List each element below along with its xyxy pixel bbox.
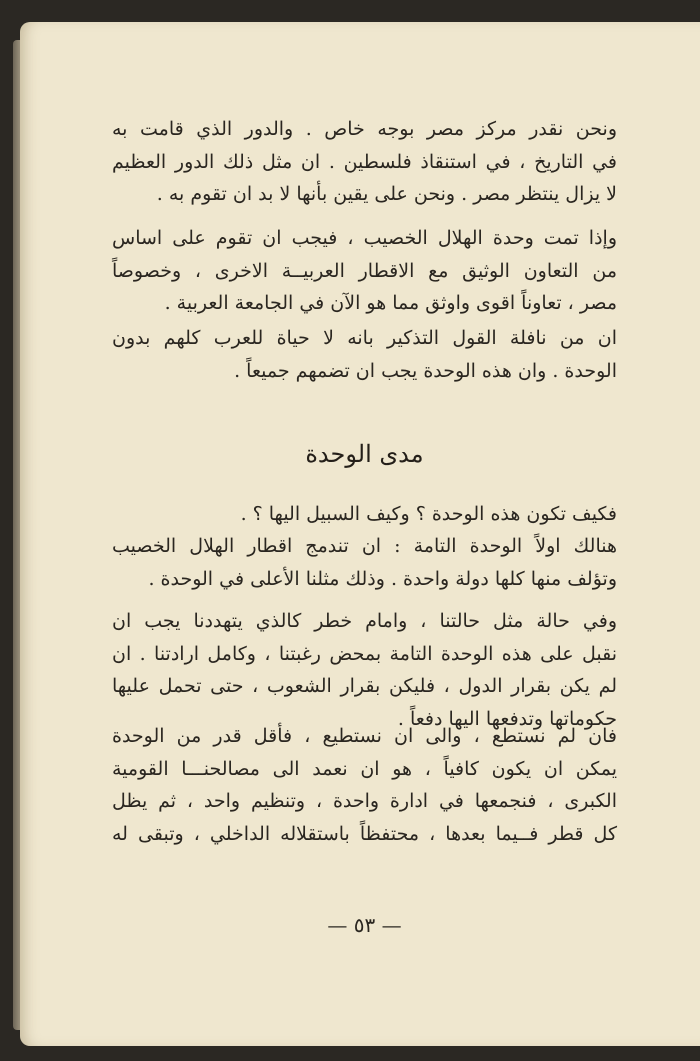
text-line: وفي حالة مثل حالتنا ، وامام خطر كالذي يتهددنا يجب ان [112, 610, 617, 632]
text-line: من التعاون الوثيق مع الاقطار العربيــة الاخرى ، وخصوصاً [112, 259, 617, 282]
text-line: لم يكن بقرار الدول ، فليكن بقرار الشعوب ، حتى تحمل عليها [112, 675, 617, 697]
paragraph-1 [112, 113, 617, 211]
paragraph-5 [112, 530, 617, 595]
paragraph-2 [112, 222, 617, 320]
text-line: كل قطر فــيما بعدها ، محتفظاً باستقلاله الداخلي ، وتبقى له [112, 822, 617, 845]
text-line: مصر ، تعاوناً اقوى واوثق مما هو الآن في الجامعة العربية . [164, 292, 617, 314]
text-line: وإذا تمت وحدة الهلال الخصيب ، فيجب ان تقوم على اساس [112, 227, 617, 249]
text-line: وتؤلف منها كلها دولة واحدة . وذلك مثلنا الأعلى في الوحدة . [148, 567, 617, 590]
text-line: فان لم نستطع ، والى ان نستطيع ، فأقل قدر من الوحدة [112, 725, 617, 747]
text-line: نقبل على هذه الوحدة التامة بمحض رغبتنا ، وكامل ارادتنا . ان [112, 642, 617, 665]
section-heading: مدى الوحدة [305, 440, 424, 468]
page-number: — ٥٣ — [327, 913, 402, 937]
text-line: فكيف تكون هذه الوحدة ؟ وكيف السبيل اليها ؟ . [240, 503, 617, 525]
text-line: لا يزال ينتظر مصر . ونحن على يقين بأنها لا بد ان تقوم به . [156, 183, 617, 205]
paragraph-3 [112, 322, 617, 387]
paragraph-7 [112, 720, 617, 850]
text-line: الوحدة . وان هذه الوحدة يجب ان تضمهم جميعاً . [234, 359, 617, 382]
text-line: ونحن نقدر مركز مصر بوجه خاص . والدور الذي قامت به [112, 118, 617, 140]
text-line: حكوماتها وتدفعها اليها دفعاً . [397, 707, 617, 730]
text-line: يمكن ان يكون كافياً ، هو ان نعمد الى مصالحنـــا القومية [112, 757, 617, 780]
text-line: الكبرى ، فنجمعها في ادارة واحدة ، وتنظيم واحد ، ثم يظل [112, 790, 617, 812]
text-line: في التاريخ ، في استنقاذ فلسطين . ان مثل ذلك الدور العظيم [112, 150, 617, 173]
paragraph-4 [112, 498, 617, 531]
paragraph-6 [112, 605, 617, 735]
text-line: هنالك اولاً الوحدة التامة : ان تندمج اقطار الهلال الخصيب [112, 535, 617, 557]
text-line: ان من نافلة القول التذكير بانه لا حياة للعرب كلهم بدون [112, 327, 617, 349]
